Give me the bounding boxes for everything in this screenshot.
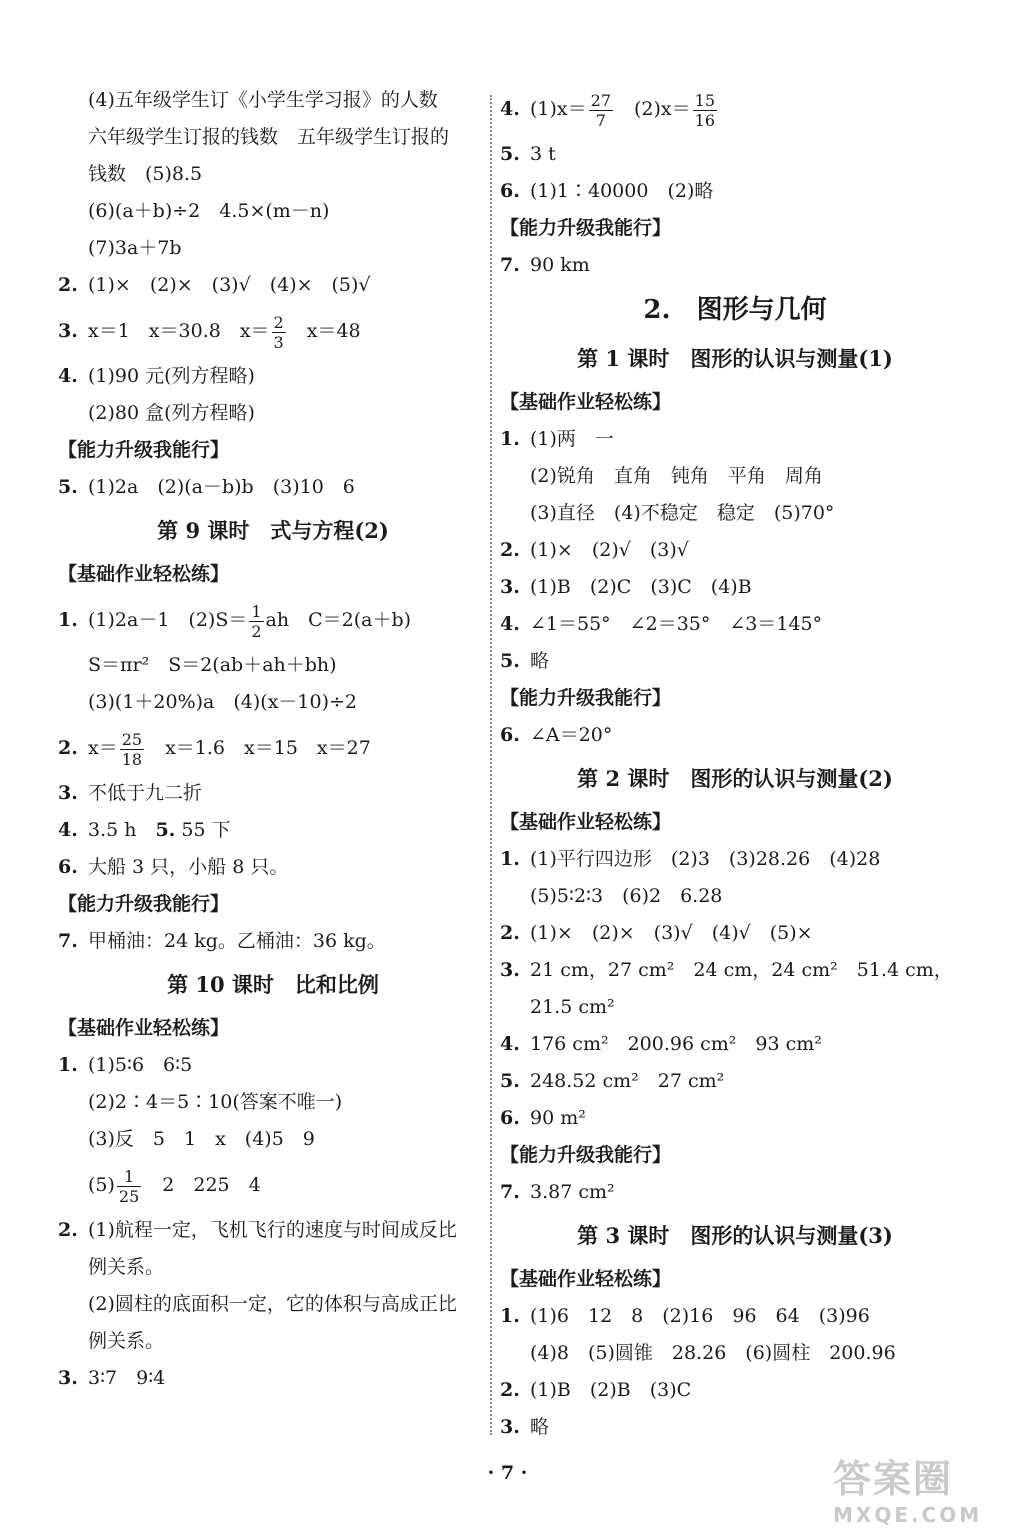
item-number: 2. [58,274,78,296]
item-text: (2)x＝ [615,98,691,120]
item-text: x＝1 x＝30.8 x＝ [88,320,270,342]
answer-item [58,1047,488,1084]
section-tag: 【能力升级我能行】 [58,439,230,461]
item-text: (1)两 一 [530,428,614,450]
item-text: 大船 3 只，小船 8 只。 [88,856,289,878]
numerator: 1 [117,1167,141,1187]
item-number: 7. [58,930,78,952]
item-text: ah C＝2(a＋b) [265,609,412,631]
fraction [693,91,717,130]
answer-item [500,421,970,458]
lesson-heading: 第 3 课时 图形的认识与测量(3) [577,1223,893,1248]
watermark-text: 答案圈 [833,1457,954,1501]
item-number: 1. [500,1305,520,1327]
item-number: 5. [500,650,520,672]
item-text: 248.52 cm² 27 cm² [530,1070,725,1092]
answer-item [500,247,970,284]
answer-item [500,1100,970,1137]
lesson-heading: 第 2 课时 图形的认识与测量(2) [577,766,893,791]
answer-item [500,173,970,210]
section-tag: 【基础作业轻松练】 [500,811,672,833]
item-text: (5) [88,1174,115,1196]
answer-item [58,1212,488,1249]
denominator: 2 [251,621,262,641]
section-tag: 【基础作业轻松练】 [500,391,672,413]
answer-item [500,643,970,680]
item-text: 3.5 h [88,819,156,841]
fraction [120,730,144,769]
item-text: (1)1∶40000 (2)略 [530,180,714,202]
section-tag: 【基础作业轻松练】 [58,563,230,585]
denominator: 16 [694,110,715,130]
item-number: 4. [58,365,78,387]
item-text: 55 下 [181,819,231,841]
fraction [117,1167,141,1206]
answer-line [58,1158,488,1212]
item-number: 4. [500,1033,520,1055]
item-number: 1. [58,609,78,631]
item-text: (1)6 12 8 (2)16 96 64 (3)96 [530,1305,870,1327]
column-divider [490,95,492,1435]
item-text: (1)× (2)× (3)√ (4)× (5)√ [88,274,371,296]
item-number: 4. [58,819,78,841]
answer-item [58,1360,488,1397]
item-text: (1)2a (2)(a－b)b (3)10 6 [88,476,355,498]
item-number: 3. [58,1367,78,1389]
numerator: 25 [121,729,143,749]
item-text: x＝1.6 x＝15 x＝27 [146,737,371,759]
item-text: (1)5∶6 6∶5 [88,1054,193,1076]
item-text: 甲桶油：24 kg。乙桶油：36 kg。 [88,930,386,952]
answer-item [58,267,488,304]
item-text: ∠A＝20° [530,724,613,746]
item-text: (1)90 元(列方程略) [88,365,255,387]
answer-line: 钱数 (5)8.5 [88,163,203,185]
fraction [272,313,286,352]
answer-line: (7)3a＋7b [88,237,182,259]
item-text: ∠1＝55° ∠2＝35° ∠3＝145° [530,613,823,635]
item-number: 1. [500,428,520,450]
item-number: 1. [500,848,520,870]
item-text: (1)x＝ [530,98,587,120]
answer-line: (2)圆柱的底面积一定，它的体积与高成正比 [88,1293,457,1315]
item-number: 2. [58,737,78,759]
answer-item [58,469,488,506]
item-number: 2. [58,1219,78,1241]
item-text: 2 225 4 [143,1174,261,1196]
watermark-logo [833,1448,1003,1528]
answer-line: (3)直径 (4)不稳定 稳定 (5)70° [530,502,835,524]
numerator: 2 [273,312,284,332]
item-text: 90 m² [530,1107,586,1129]
fraction [589,91,613,130]
answer-line: (3)反 5 1 x (4)5 9 [88,1128,315,1150]
item-text: (1)× (2)√ (3)√ [530,539,689,561]
item-number: 6. [500,1107,520,1129]
answer-item [500,1409,970,1446]
item-number: 4. [500,98,520,120]
item-number: 5. [155,819,176,841]
item-text: x＝48 [287,320,361,342]
item-number: 1. [58,1054,78,1076]
answer-line: (4)五年级学生订《小学生学习报》的人数 [88,89,438,111]
chapter-heading: 2. 图形与几何 [643,295,827,325]
watermark-url: MXQE.COM [833,1503,983,1527]
answer-item [58,923,488,960]
item-text: 21 cm，27 cm² 24 cm，24 cm² 51.4 cm， [530,959,953,981]
answer-item [58,721,488,775]
item-number: 3. [58,782,78,804]
answer-item [500,569,970,606]
section-tag: 【能力升级我能行】 [500,217,672,239]
denominator: 3 [273,332,284,352]
item-text: (1)B (2)B (3)C [530,1379,692,1401]
section-tag: 【基础作业轻松练】 [500,1268,672,1290]
item-text: 3∶7 9∶4 [88,1367,166,1389]
item-text: (1)平行四边形 (2)3 (3)28.26 (4)28 [530,848,881,870]
item-number: 3. [58,320,78,342]
answer-item [500,952,970,989]
item-number: 5. [500,1070,520,1092]
item-text: 略 [530,1416,550,1438]
item-number: 3. [500,959,520,981]
item-number: 5. [500,143,520,165]
answer-item [500,82,970,136]
item-text: 90 km [530,254,590,276]
answer-line: 例关系。 [88,1256,165,1278]
section-tag: 【基础作业轻松练】 [58,1017,230,1039]
answer-line: (4)8 (5)圆锥 28.26 (6)圆柱 200.96 [530,1342,896,1364]
denominator: 18 [121,749,143,769]
item-number: 6. [500,724,520,746]
item-number: 3. [500,1416,520,1438]
answer-line: (3)(1＋20%)a (4)(x－10)÷2 [88,691,358,713]
answer-item [500,1298,970,1335]
answer-line: (6)(a＋b)÷2 4.5×(m－n) [88,200,330,222]
answer-item [500,1026,970,1063]
answer-item [58,775,488,812]
answer-line: S＝πr² S＝2(ab＋ah＋bh) [88,654,337,676]
item-text: x＝ [88,737,118,759]
answer-item [58,358,488,395]
answer-line: (2)2∶4＝5∶10(答案不唯一) [88,1091,343,1113]
item-number: 2. [500,539,520,561]
answer-item [500,1063,970,1100]
answer-line: (5)5∶2∶3 (6)2 6.28 [530,885,723,907]
item-number: 6. [500,180,520,202]
lesson-heading: 第 10 课时 比和比例 [167,972,379,997]
item-number: 2. [500,922,520,944]
item-number: 5. [58,476,78,498]
item-number: 2. [500,1379,520,1401]
item-number: 7. [500,254,520,276]
answer-item [500,841,970,878]
answer-item [500,532,970,569]
item-text: 3 t [530,143,556,165]
section-tag: 【能力升级我能行】 [500,1144,672,1166]
section-tag: 【能力升级我能行】 [58,893,230,915]
item-text: (1)B (2)C (3)C (4)B [530,576,752,598]
answer-item [58,304,488,358]
answer-line: (2)锐角 直角 钝角 平角 周角 [530,465,823,487]
answer-item [58,849,488,886]
left-column [58,82,488,1397]
answer-item [58,812,488,849]
item-text: (1)航程一定，飞机飞行的速度与时间成反比 [88,1219,457,1241]
answer-item [500,606,970,643]
answer-item [500,1174,970,1211]
answer-line: 例关系。 [88,1330,165,1352]
item-number: 6. [58,856,78,878]
item-text: 3.87 cm² [530,1181,615,1203]
answer-line: 六年级学生订报的钱数 五年级学生订报的 [88,126,450,148]
answer-item [500,717,970,754]
answer-line: 21.5 cm² [530,996,615,1018]
lesson-heading: 第 1 课时 图形的认识与测量(1) [577,346,893,371]
answer-item [500,1372,970,1409]
lesson-heading: 第 9 课时 式与方程(2) [157,518,389,543]
right-column [500,82,970,1446]
answer-item [500,915,970,952]
numerator: 27 [590,90,611,110]
denominator: 25 [118,1186,140,1206]
item-text: 176 cm² 200.96 cm² 93 cm² [530,1033,822,1055]
item-text: 略 [530,650,550,672]
denominator: 7 [595,110,606,130]
item-number: 3. [500,576,520,598]
answer-item [500,136,970,173]
item-text: 不低于九二折 [88,782,203,804]
numerator: 15 [694,90,715,110]
numerator: 1 [251,601,262,621]
item-number: 7. [500,1181,520,1203]
item-text: (1)2a－1 (2)S＝ [88,609,248,631]
answer-line: (2)80 盒(列方程略) [88,402,255,424]
answer-item [58,593,488,647]
item-text: (1)× (2)× (3)√ (4)√ (5)× [530,922,813,944]
section-tag: 【能力升级我能行】 [500,687,672,709]
page-number: · 7 · [487,1462,528,1484]
item-number: 4. [500,613,520,635]
fraction [249,602,263,641]
